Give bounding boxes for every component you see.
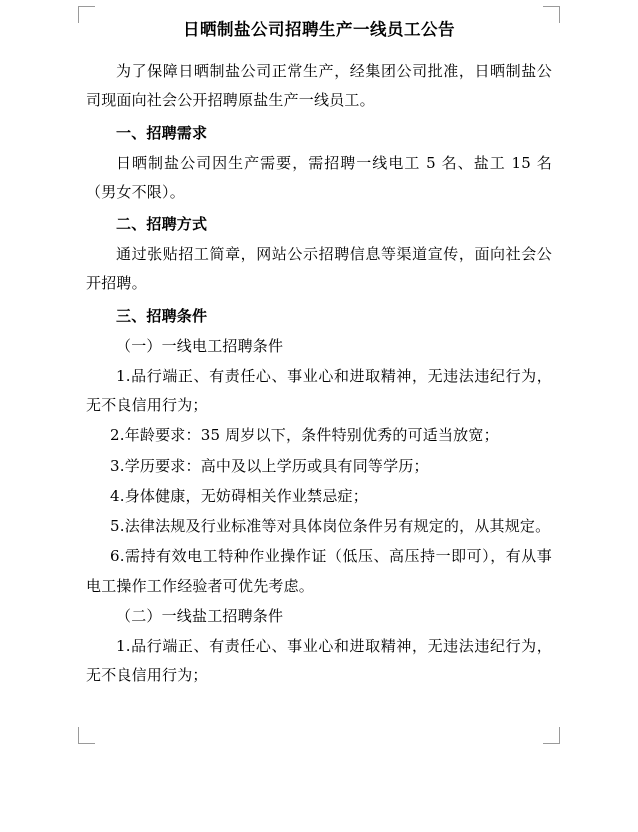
page-title: 日晒制盐公司招聘生产一线员工公告 — [183, 20, 455, 39]
crop-mark-bottom-left — [78, 727, 95, 744]
list-item-electrician-3: 3.学历要求：高中及以上学历或具有同等学历； — [110, 456, 429, 475]
crop-mark-bottom-right — [543, 727, 560, 744]
document-body — [86, 10, 552, 692]
list-item-electrician-4: 4.身体健康，无妨碍相关作业禁忌症； — [110, 486, 368, 505]
paragraph-intro: 为了保障日晒制盐公司正常生产，经集团公司批准，日晒制盐公司现面向社会公开招聘原盐生产一线员工。 — [86, 62, 552, 110]
subheading-saltworker-conditions: （二）一线盐工招聘条件 — [116, 606, 284, 625]
heading-section-2: 二、招聘方式 — [116, 215, 208, 234]
list-item-electrician-6: 6.需持有效电工特种作业操作证（低压、高压持一即可），有从事电工操作工作经验者可优先考虑。 — [86, 547, 552, 595]
paragraph-section-2-body: 通过张贴招工简章，网站公示招聘信息等渠道宣传，面向社会公开招聘。 — [86, 245, 552, 293]
list-item-electrician-2: 2.年龄要求：35 周岁以下，条件特别优秀的可适当放宽； — [110, 426, 499, 445]
heading-section-1: 一、招聘需求 — [116, 123, 208, 142]
paragraph-section-1-body: 日晒制盐公司因生产需要，需招聘一线电工 5 名、盐工 15 名（男女不限）。 — [86, 153, 552, 201]
heading-section-3: 三、招聘条件 — [116, 306, 208, 325]
subheading-electrician-conditions: （一）一线电工招聘条件 — [116, 336, 284, 355]
list-item-electrician-5: 5.法律法规及行业标准等对具体岗位条件另有规定的，从其规定。 — [110, 517, 551, 536]
list-item-saltworker-1: 1.品行端正、有责任心、事业心和进取精神，无违法违纪行为，无不良信用行为； — [86, 637, 552, 685]
list-item-electrician-1: 1.品行端正、有责任心、事业心和进取精神，无违法违纪行为，无不良信用行为； — [86, 366, 552, 415]
